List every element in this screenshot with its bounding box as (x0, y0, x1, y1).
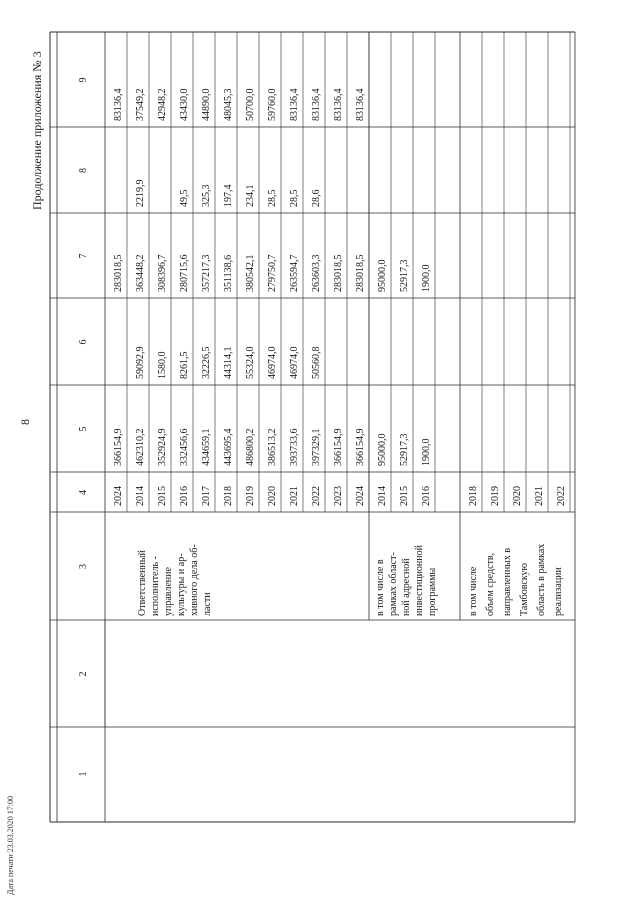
value-cell-col5: 393733,6 (289, 428, 300, 466)
value-cell-col5: 366154,9 (355, 428, 366, 466)
value-cell-col9: 83136,4 (355, 88, 366, 121)
value-cell-col7: 95000,0 (377, 259, 388, 292)
value-cell-col6: 50560,8 (311, 346, 322, 379)
year-cell: 2015 (157, 486, 168, 506)
column-header-3: 3 (78, 564, 89, 569)
value-cell-col9: 83136,4 (333, 88, 344, 121)
value-cell-col5: 332456,6 (179, 428, 190, 466)
value-cell-col6: 46974,0 (289, 346, 300, 379)
value-cell-col7: 279750,7 (267, 254, 278, 292)
value-cell-col7: 263594,7 (289, 254, 300, 292)
value-cell-col9: 83136,4 (113, 88, 124, 121)
value-cell-col7: 263603,3 (311, 254, 322, 292)
value-cell-col9: 50700,0 (245, 88, 256, 121)
year-cell: 2022 (556, 486, 567, 506)
value-cell-col8: 2219,9 (135, 179, 146, 207)
value-cell-col7: 280715,6 (179, 254, 190, 292)
column-header-7: 7 (78, 253, 89, 259)
responsible-executor-label-line: управление (163, 567, 174, 616)
value-cell-col8: 197,4 (223, 184, 234, 207)
value-cell-col7: 52917,3 (399, 259, 410, 292)
value-cell-col9: 44890,0 (201, 88, 212, 121)
value-cell-col6: 55324,0 (245, 346, 256, 379)
page-number: 8 (18, 419, 32, 425)
value-cell-col5: 1900,0 (421, 438, 432, 466)
year-cell: 2019 (490, 486, 501, 506)
year-cell: 2017 (201, 486, 212, 506)
value-cell-col8: 49,5 (179, 189, 190, 207)
value-cell-col7: 351138,6 (223, 254, 234, 292)
responsible-executor-label-line: Ответственный (137, 550, 148, 616)
responsible-executor-label-line: хивного дела об- (189, 544, 200, 616)
column-header-8: 8 (78, 168, 89, 173)
value-cell-col9: 37549,2 (135, 88, 146, 121)
year-cell: 2021 (289, 486, 300, 506)
column-header-5: 5 (78, 426, 89, 432)
value-cell-col8: 234,1 (245, 184, 256, 207)
value-cell-col5: 486800,2 (245, 428, 256, 466)
value-cell-col9: 43430,0 (179, 88, 190, 121)
value-cell-col6: 46974,0 (267, 346, 278, 379)
year-cell: 2018 (468, 486, 479, 506)
value-cell-col5: 366154,9 (333, 428, 344, 466)
appendix-title: Продолжение приложения № 3 (30, 51, 44, 210)
value-cell-col5: 397329,1 (311, 428, 322, 466)
value-cell-col9: 83136,4 (289, 88, 300, 121)
year-cell: 2016 (421, 486, 432, 506)
responsible-executor-label-line: культуры и ар- (176, 553, 187, 616)
year-cell: 2024 (113, 486, 124, 506)
value-cell-col9: 83136,4 (311, 88, 322, 121)
value-cell-col8: 28,5 (267, 189, 278, 207)
federal-funds-label-line: область в рамках (536, 543, 547, 616)
value-cell-col5: 462310,2 (135, 428, 146, 466)
year-cell: 2022 (311, 486, 322, 506)
investment-program-label-line: в том числе в (375, 559, 386, 616)
value-cell-col8: 28,6 (311, 189, 322, 207)
value-cell-col5: 52917,3 (399, 433, 410, 466)
year-cell: 2018 (223, 486, 234, 506)
year-cell: 2021 (534, 486, 545, 506)
value-cell-col6: 1580,0 (157, 351, 168, 379)
year-cell: 2020 (267, 486, 278, 506)
value-cell-col6: 59092,9 (135, 346, 146, 379)
year-cell: 2016 (179, 486, 190, 506)
value-cell-col5: 386513,2 (267, 428, 278, 466)
value-cell-col7: 380542,1 (245, 254, 256, 292)
federal-funds-label-line: в том числе (468, 566, 479, 616)
value-cell-col7: 363448,2 (135, 254, 146, 292)
value-cell-col7: 283018,5 (113, 254, 124, 292)
year-cell: 2019 (245, 486, 256, 506)
value-cell-col6: 44314,1 (223, 346, 234, 379)
year-cell: 2014 (135, 486, 146, 506)
value-cell-col7: 283018,5 (333, 254, 344, 292)
column-header-6: 6 (78, 339, 89, 345)
year-cell: 2014 (377, 486, 388, 506)
investment-program-label-line: рамках област- (388, 552, 399, 616)
value-cell-col6: 32226,5 (201, 346, 212, 379)
value-cell-col8: 28,5 (289, 189, 300, 207)
value-cell-col9: 59760,0 (267, 88, 278, 121)
responsible-executor-label-line: ласти (202, 592, 213, 616)
column-header-1: 1 (78, 771, 89, 777)
value-cell-col7: 308396,7 (157, 254, 168, 292)
value-cell-col7: 357217,3 (201, 254, 212, 292)
column-header-2: 2 (78, 671, 89, 677)
value-cell-col7: 1900,0 (421, 264, 432, 292)
print-date: Дата печати 23.03.2020 17:00 (6, 796, 15, 895)
value-cell-col5: 366154,9 (113, 428, 124, 466)
investment-program-label-line: ной адресной (401, 558, 412, 616)
federal-funds-label-line: направленных в (502, 547, 513, 616)
investment-program-label-line: программы (427, 567, 438, 616)
value-cell-col8: 325,3 (201, 184, 212, 207)
year-cell: 2023 (333, 486, 344, 506)
year-cell: 2024 (355, 486, 366, 506)
year-cell: 2015 (399, 486, 410, 506)
value-cell-col6: 8261,5 (179, 351, 190, 379)
value-cell-col5: 352924,9 (157, 428, 168, 466)
value-cell-col5: 434659,1 (201, 428, 212, 466)
investment-program-label-line: инвестиционной (414, 545, 425, 616)
value-cell-col7: 283018,5 (355, 254, 366, 292)
value-cell-col5: 443695,4 (223, 428, 234, 466)
federal-funds-label-line: объем средств, (485, 552, 496, 616)
column-header-9: 9 (78, 77, 89, 83)
federal-funds-label-line: Тамбовскую (519, 562, 530, 616)
federal-funds-label-line: реализации (553, 567, 564, 616)
responsible-executor-label-line: исполнитель - (150, 556, 161, 616)
value-cell-col9: 48045,3 (223, 88, 234, 121)
value-cell-col5: 95000,0 (377, 433, 388, 466)
column-header-4: 4 (78, 490, 89, 495)
value-cell-col9: 42948,2 (157, 88, 168, 121)
year-cell: 2020 (512, 486, 523, 506)
